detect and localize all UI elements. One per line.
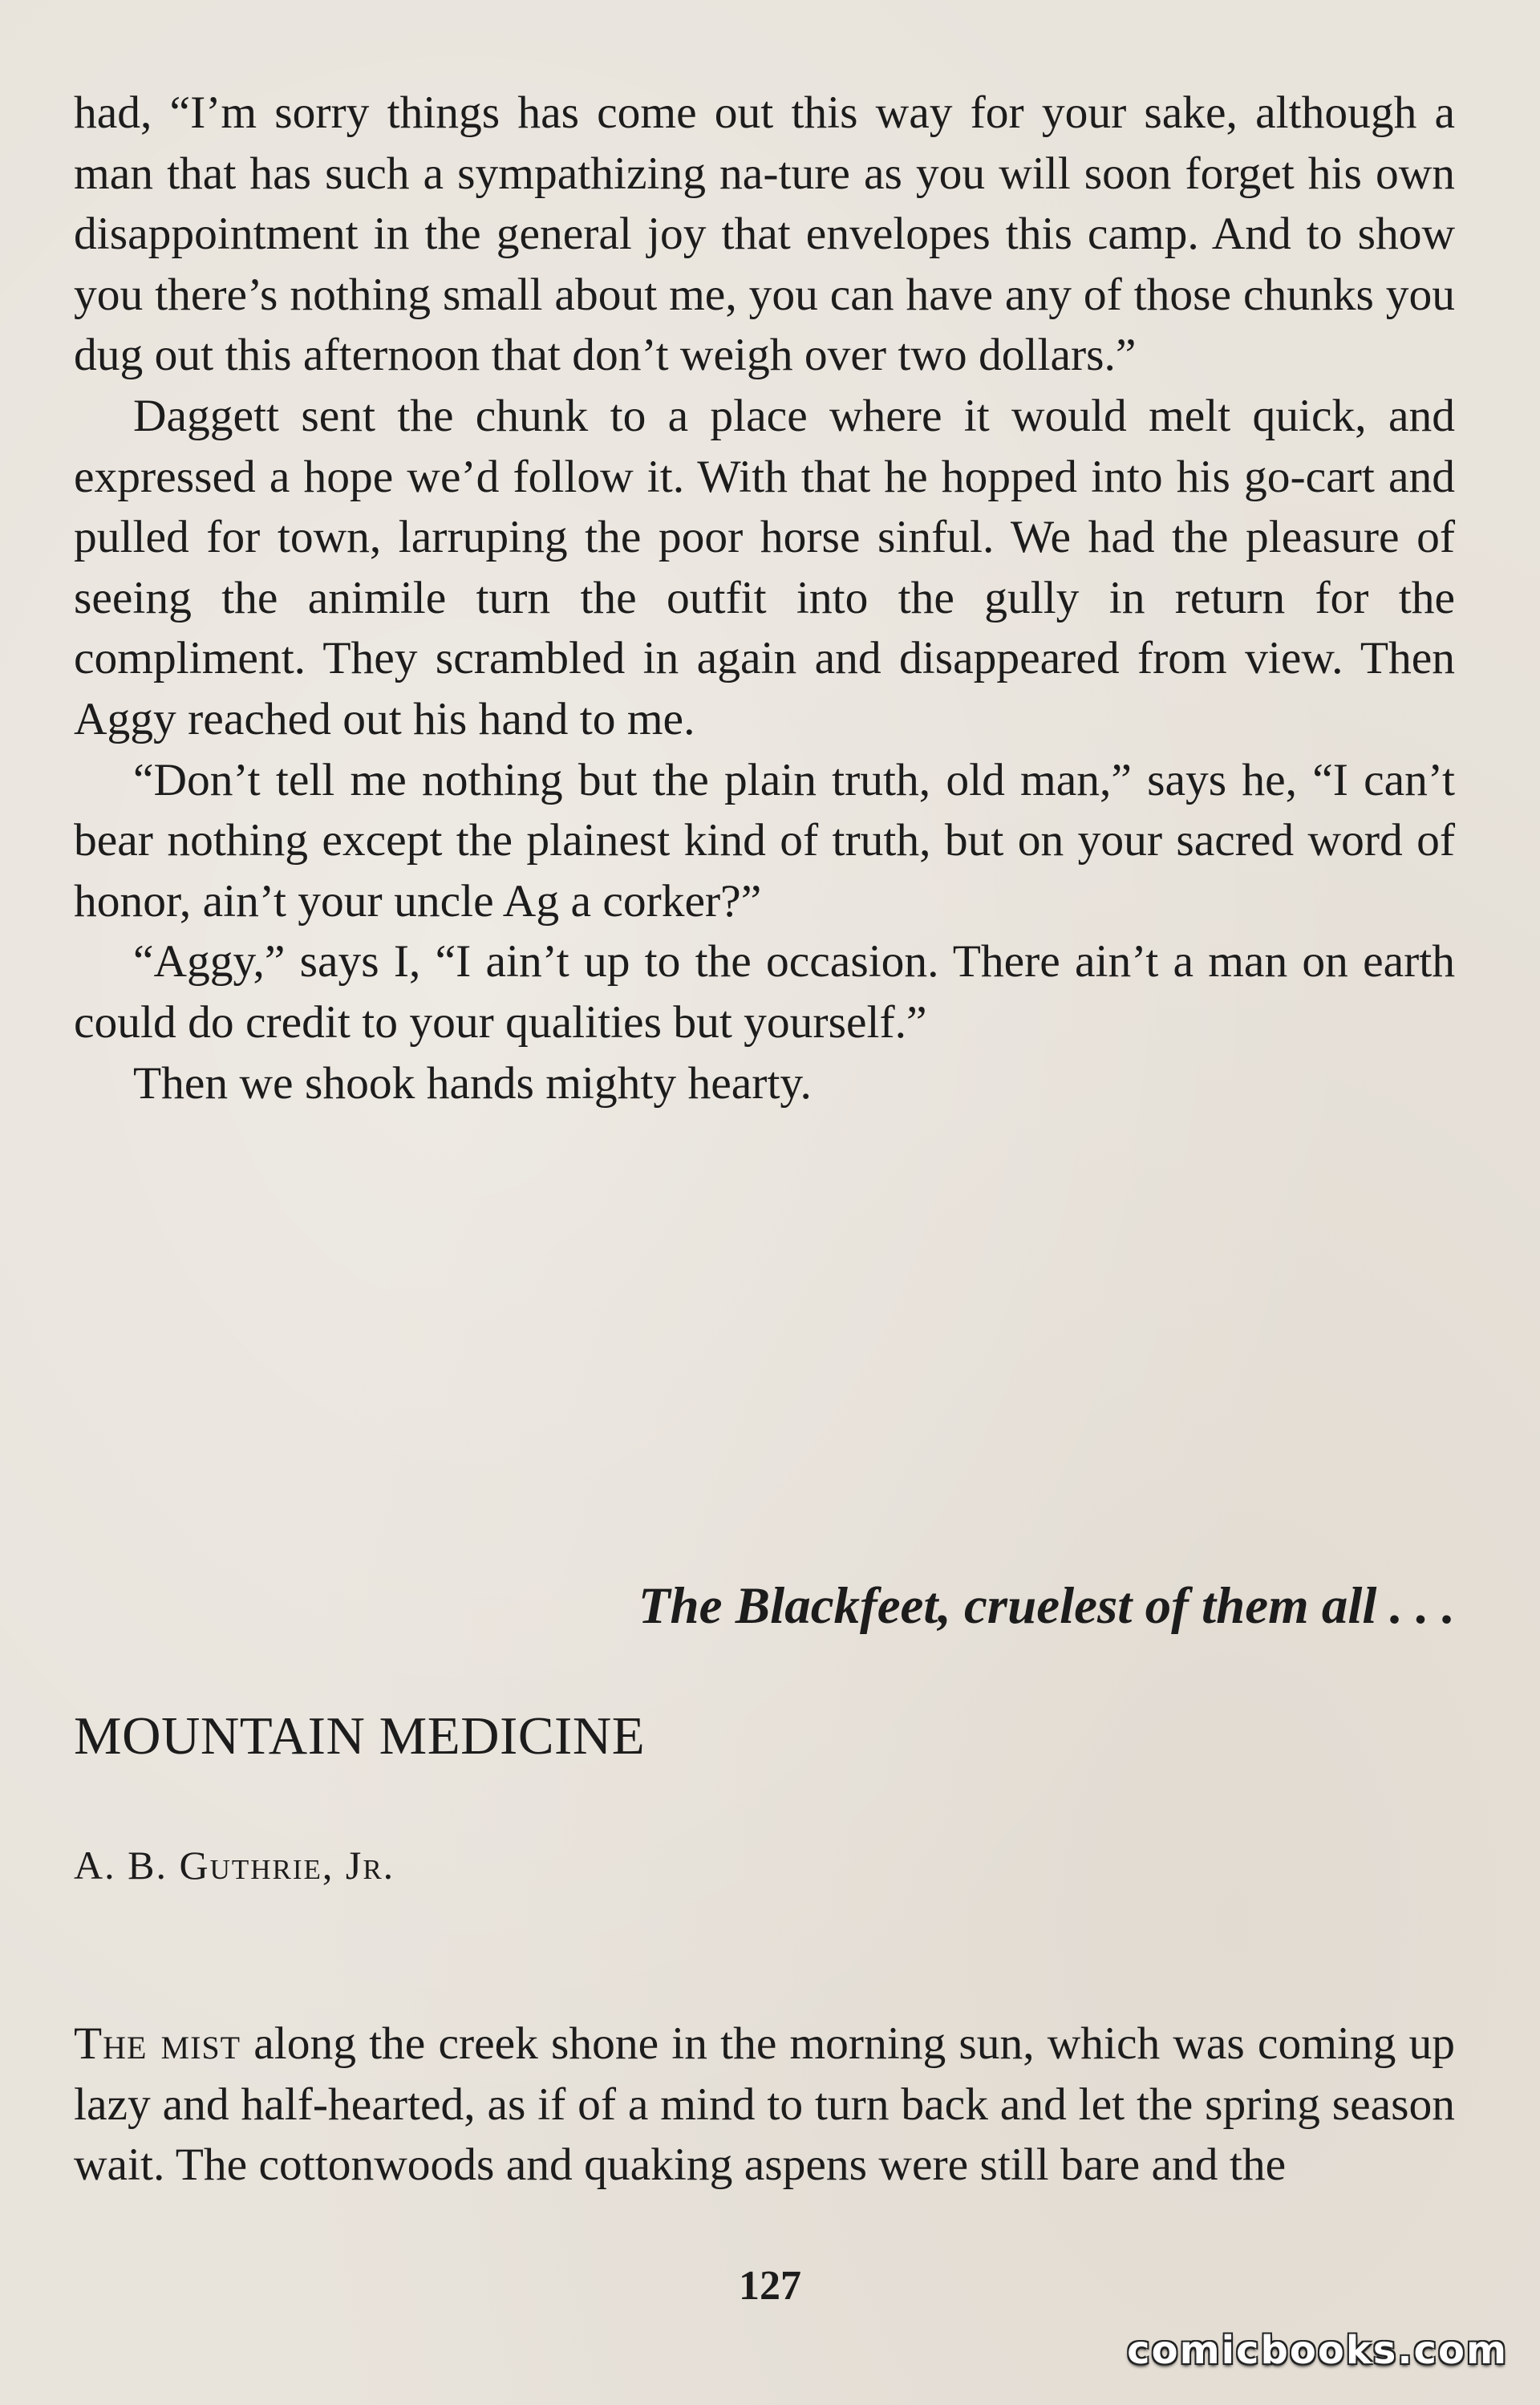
paragraph-2: Daggett sent the chunk to a place where it would melt quick, and expressed a hope we’d follow it. With that he hopped into his go-cart and pulled for town, larruping the poor horse sinful. We had the pleasure of seeing the animile turn the outfit into the gully in return for the compliment. They scrambled in again and disappeared from view. Then Aggy reached out his hand to me.: [74, 390, 1455, 744]
story-title: MOUNTAIN MEDICINE: [74, 1706, 646, 1766]
paragraph-5: Then we shook hands mighty hearty.: [133, 1057, 812, 1109]
page-number: 127: [739, 2263, 801, 2309]
watermark-logo: comicbooks.com: [1127, 2328, 1508, 2373]
story-continuation: [74, 83, 1455, 1113]
story-author: A. B. Guthrie, Jr.: [74, 1843, 395, 1888]
paragraph-3: “Don’t tell me nothing but the plain truth, old man,” says he, “I can’t bear nothing except the plainest kind of truth, but on your sacred word of honor, ain’t your uncle Ag a corker?”: [74, 754, 1455, 927]
paragraph-1: had, “I’m sorry things has come out this way for your sake, although a man that has such a sympathizing na-ture as you will soon forget his own disappointment in the general joy that envelopes this camp. And to show you there’s nothing small about me, you can have any of those chunks you dug out this afternoon that don’t weigh over two dollars.”: [74, 87, 1455, 381]
story-epigraph: The Blackfeet, cruelest of them all . . .: [638, 1577, 1455, 1635]
opening-paragraph: [74, 2014, 1455, 2196]
opening-lead-words: The mist: [74, 2018, 241, 2069]
story-opening: [74, 2014, 1455, 2196]
opening-text: along the creek shone in the morning sun, which was coming up lazy and half-hearted, as if of a mind to turn back and let the spring season wait. The cottonwoods and quaking aspens were still bare and the: [74, 2018, 1455, 2191]
paragraph-4: “Aggy,” says I, “I ain’t up to the occasion. There ain’t a man on earth could do credit to your qualities but yourself.”: [74, 936, 1455, 1048]
